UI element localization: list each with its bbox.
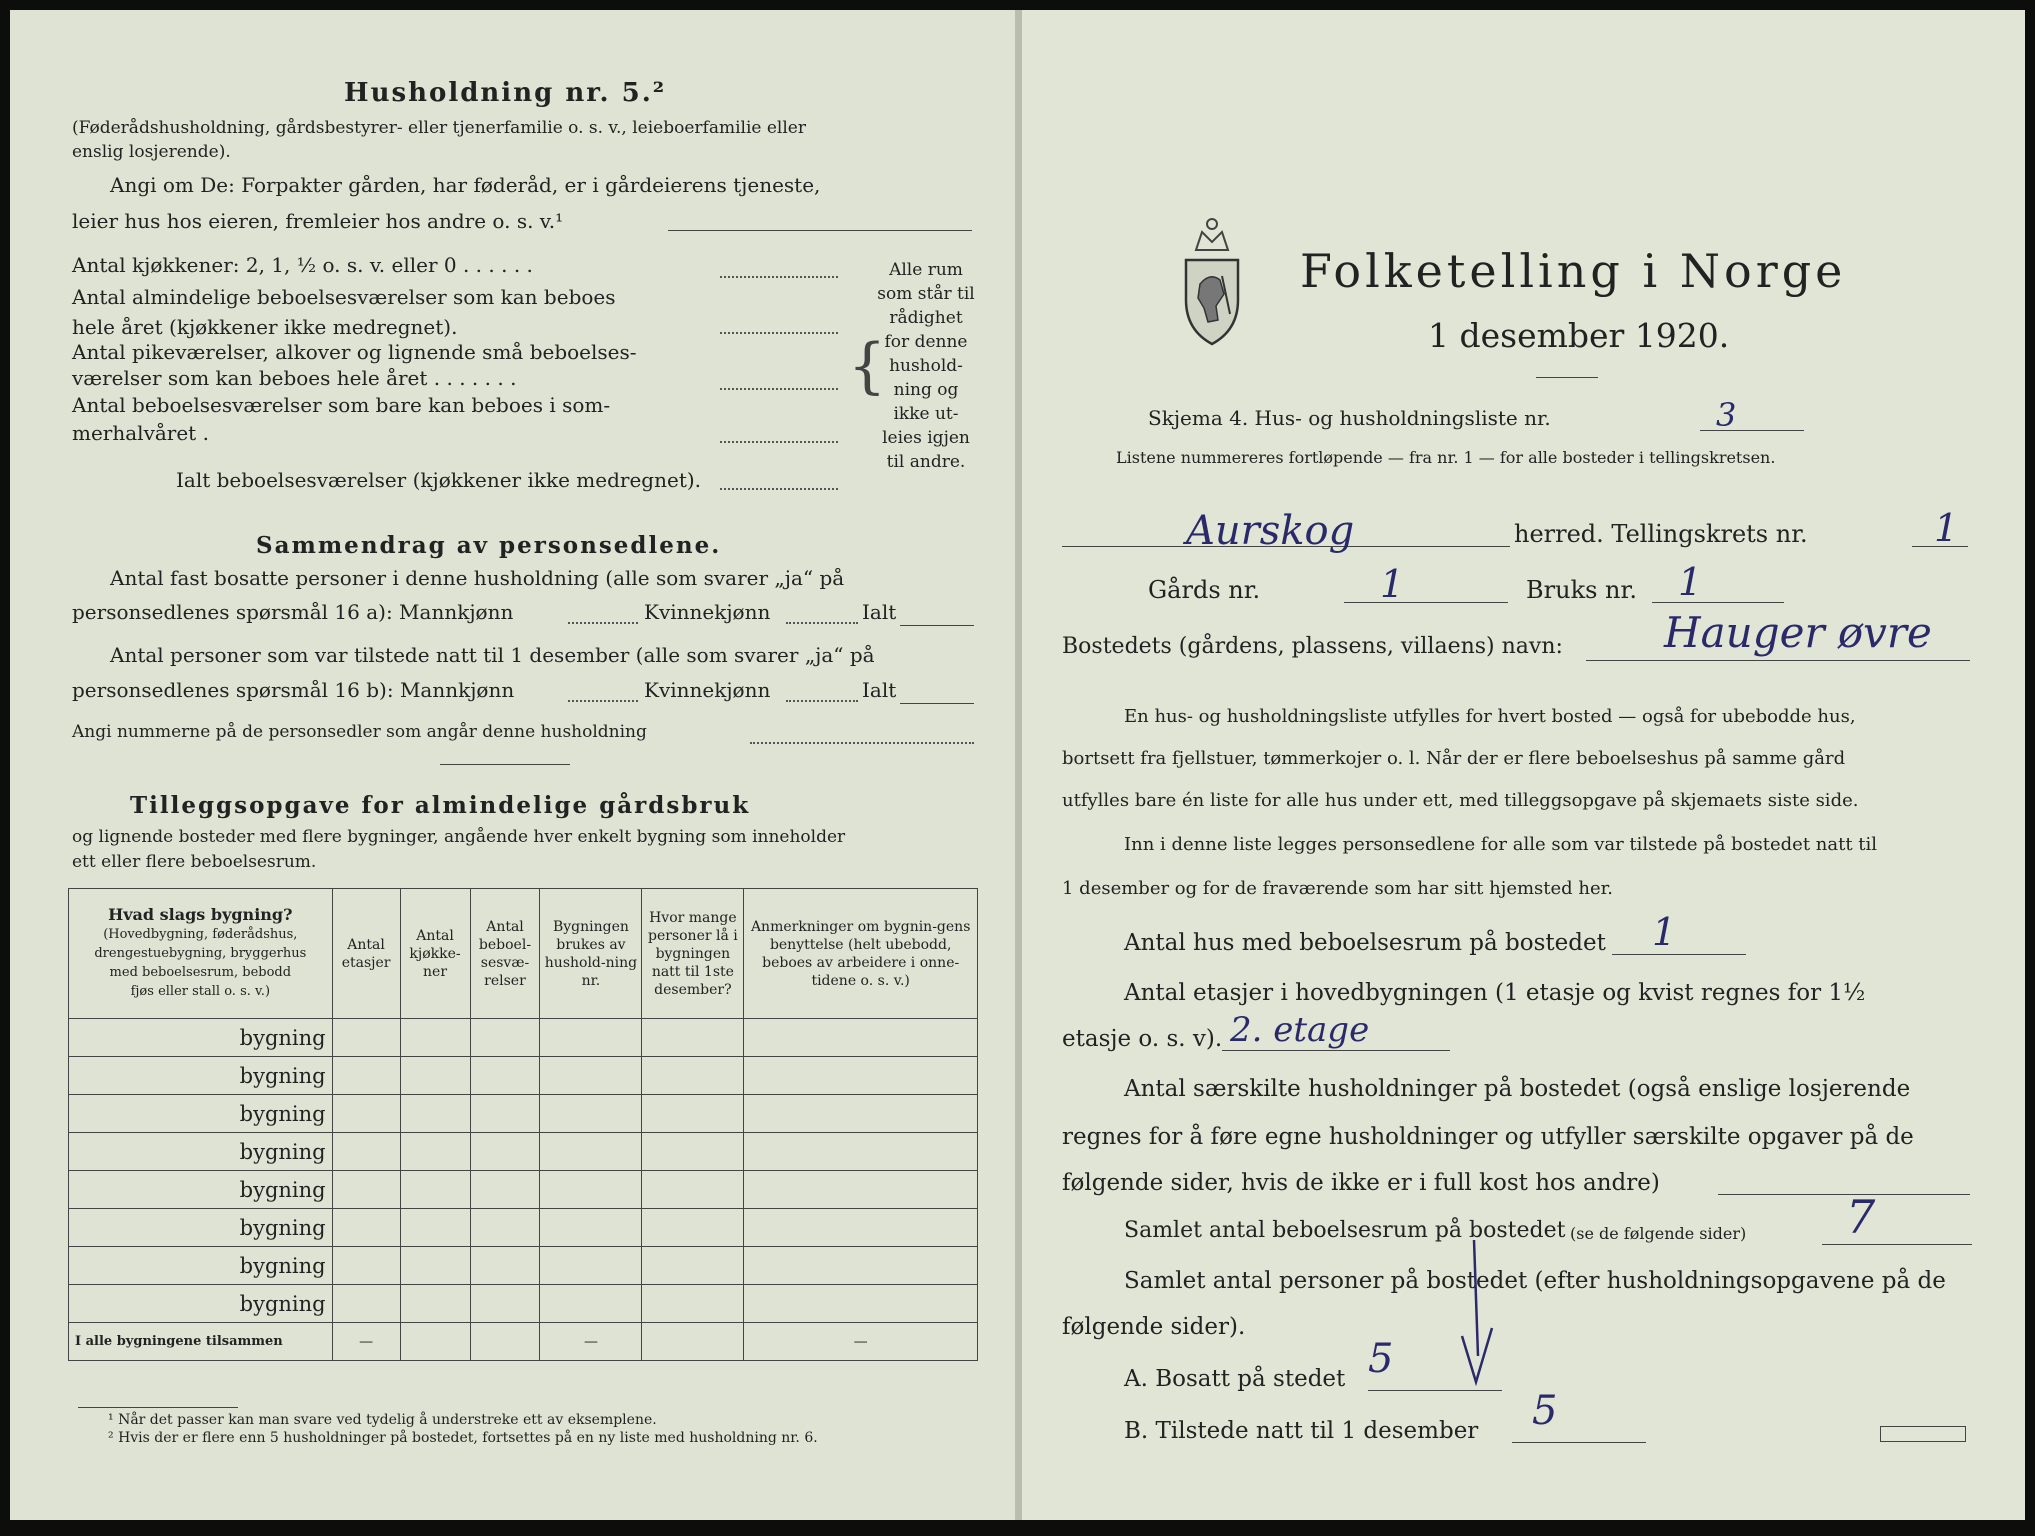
table-row (69, 1247, 978, 1285)
fast-mann[interactable] (568, 622, 638, 624)
tellingskrets-value[interactable]: 1 (1934, 506, 1959, 550)
etasjer-answer-line (1222, 1050, 1450, 1051)
para2-line-2: 1 desember og for de fraværende som har sitt hjemsted her. (1062, 878, 1613, 899)
building-label[interactable]: bygning (69, 1247, 333, 1285)
rooms-line-2: Antal almindelige beboelsesværelser som kan beboes (72, 285, 616, 309)
tilstede-ialt-label: Ialt (862, 678, 897, 702)
building-label[interactable]: bygning (69, 1133, 333, 1171)
nummerne: Angi nummerne på de personsedler som angår denne husholdning (72, 722, 647, 742)
table-row (69, 1209, 978, 1247)
table-cell[interactable] (540, 1095, 642, 1133)
ialt-rooms: Ialt beboelsesværelser (kjøkkener ikke medregnet). (176, 468, 702, 492)
para2-line-1: Inn i denne liste legges personsedlene for alle som var tilstede på bostedet natt til (1124, 834, 1878, 855)
table-cell[interactable] (470, 1019, 540, 1057)
brace-note: Alle rum som står til rådighet for denne hushold- ning og ikke ut- leies igjen til andre. (877, 260, 975, 472)
bosatt-value[interactable]: 5 (1368, 1336, 1394, 1382)
intro-line-1: (Føderådshusholdning, gårdsbestyrer- eller tjenerfamilie o. s. v., leieboerfamilie eller (72, 118, 806, 138)
table-row (69, 1133, 978, 1171)
bosted-label: Bostedets (gårdens, plassens, villaens) navn: (1062, 634, 1563, 659)
bruks-line (1652, 602, 1784, 603)
summer-rooms-answer[interactable] (720, 441, 838, 443)
table-row (69, 1095, 978, 1133)
table-cell[interactable] (744, 1057, 978, 1095)
col-etasjer: Antal etasjer (332, 889, 400, 1019)
angi-answer-line[interactable] (668, 230, 972, 231)
sammendrag-line-1: Antal fast bosatte personer i denne husholdning (alle som svarer „ja“ på (110, 566, 845, 590)
gards-label: Gårds nr. (1148, 576, 1261, 604)
table-cell[interactable] (400, 1057, 470, 1095)
para1-line-1: En hus- og husholdningsliste utfylles for hvert bosted — også for ubebodde hus, (1124, 706, 1856, 727)
building-label[interactable]: bygning (69, 1209, 333, 1247)
table-cell[interactable] (642, 1019, 744, 1057)
sarskilte-line-1: Antal særskilte husholdninger på bostedet (også enslige losjerende (1124, 1076, 1911, 1102)
building-label[interactable]: bygning (69, 1171, 333, 1209)
rooms-line-4: Antal pikeværelser, alkover og lignende små beboelses- (72, 340, 637, 364)
kitchens-answer[interactable] (720, 276, 838, 278)
etasjer-line-1: Antal etasjer i hovedbygningen (1 etasje og kvist regnes for 1½ (1124, 980, 1866, 1006)
household-title: Husholdning nr. 5.² (344, 78, 667, 108)
table-cell[interactable] (540, 1247, 642, 1285)
table-cell[interactable] (470, 1247, 540, 1285)
tilstede-kvinne[interactable] (786, 700, 858, 702)
printer-stamp (1880, 1426, 1966, 1442)
total-row (69, 1323, 978, 1361)
samlet-rum-note: (se de følgende sider) (1570, 1224, 1747, 1243)
title-divider (1536, 377, 1598, 378)
samlet-pers-line-1: Samlet antal personer på bostedet (efter husholdningsopgavene på de (1124, 1268, 1946, 1294)
antal-hus-line (1612, 954, 1746, 955)
total-personer[interactable] (642, 1323, 744, 1361)
table-cell[interactable] (400, 1209, 470, 1247)
table-cell[interactable] (744, 1171, 978, 1209)
sarskilte-line-2: regnes for å føre egne husholdninger og utfyller særskilte opgaver på de (1062, 1124, 1914, 1150)
sarskilte-answer-line[interactable] (1718, 1194, 1970, 1195)
table-cell[interactable] (744, 1019, 978, 1057)
census-title: Folketelling i Norge (1300, 244, 1847, 298)
col-personer: Hvor mange personer lå i bygningen natt til 1ste desember? (642, 889, 744, 1019)
total-vaerelser[interactable] (470, 1323, 540, 1361)
samlet-pers-line-2: følgende sider). (1062, 1314, 1246, 1340)
table-cell[interactable] (540, 1057, 642, 1095)
rooms-line-5: værelser som kan beboes hele året . . . . . . . (72, 366, 517, 390)
table-cell[interactable] (332, 1095, 400, 1133)
angi-line-2: leier hus hos eieren, fremleier hos andre o. s. v.¹ (72, 209, 564, 233)
footnote-1: ¹ Når det passer kan man svare ved tydelig å understreke ett av eksemplene. (108, 1412, 657, 1428)
table-cell[interactable] (642, 1095, 744, 1133)
col-kjokkener: Antal kjøkke-ner (400, 889, 470, 1019)
table-cell[interactable] (642, 1285, 744, 1323)
sammendrag-title: Sammendrag av personsedlene. (256, 532, 722, 559)
footnote-rule (78, 1407, 238, 1408)
table-cell[interactable] (642, 1057, 744, 1095)
etasjer-line-2: etasje o. s. v). (1062, 1026, 1223, 1052)
bosatt-line (1368, 1390, 1502, 1391)
table-cell[interactable] (744, 1247, 978, 1285)
building-label[interactable]: bygning (69, 1095, 333, 1133)
table-cell[interactable] (540, 1209, 642, 1247)
tillegg-line-2: ett eller flere beboelsesrum. (72, 852, 317, 872)
rooms-line-1: Antal kjøkkener: 2, 1, ½ o. s. v. eller 0 . . . . . . (72, 253, 533, 277)
tilstede-label: B. Tilstede natt til 1 desember (1124, 1418, 1479, 1444)
table-row (69, 1171, 978, 1209)
sammendrag-line-3: Antal personer som var tilstede natt til 1 desember (alle som svarer „ja“ på (110, 643, 875, 667)
table-cell[interactable] (332, 1285, 400, 1323)
para1-line-2: bortsett fra fjellstuer, tømmerkojer o. l. Når der er flere beboelseshus på samme gård (1062, 748, 1846, 769)
total-husholdning[interactable]: — (540, 1323, 642, 1361)
tilstede-mann[interactable] (568, 700, 638, 702)
table-cell[interactable] (400, 1247, 470, 1285)
table-cell[interactable] (540, 1285, 642, 1323)
table-cell[interactable] (332, 1209, 400, 1247)
table-cell[interactable] (470, 1095, 540, 1133)
table-cell[interactable] (642, 1171, 744, 1209)
samlet-rum-line (1822, 1244, 1972, 1245)
table-cell[interactable] (400, 1285, 470, 1323)
table-cell[interactable] (332, 1133, 400, 1171)
tilstede-line (1512, 1442, 1646, 1443)
table-cell[interactable] (470, 1057, 540, 1095)
col-building-type: Hvad slags bygning? (Hovedbygning, føderådshus, drengestuebygning, bryggerhus med beboelsesrum, bebodd fjøs eller stall o. s. v.) (69, 889, 333, 1019)
antal-hus-value[interactable]: 1 (1652, 910, 1677, 954)
table-cell[interactable] (470, 1171, 540, 1209)
tillegg-line-1: og lignende bosteder med flere bygninger, angående hver enkelt bygning som inneholder (72, 827, 846, 847)
para1-line-3: utfylles bare én liste for alle hus under ett, med tilleggsopgave på skjemaets siste side. (1062, 790, 1859, 811)
rooms-line-6: Antal beboelsesværelser som bare kan beboes i som- (72, 393, 611, 417)
bruks-label: Bruks nr. (1526, 576, 1637, 604)
tillegg-title: Tilleggsopgave for almindelige gårdsbruk (130, 792, 751, 819)
table-cell[interactable] (540, 1133, 642, 1171)
table-cell[interactable] (642, 1247, 744, 1285)
table-cell[interactable] (400, 1171, 470, 1209)
table-cell[interactable] (744, 1133, 978, 1171)
table-cell[interactable] (332, 1019, 400, 1057)
bosted-value[interactable]: Hauger øvre (1664, 608, 1932, 657)
listene-note: Listene nummereres fortløpende — fra nr. 1 — for alle bosteder i tellingskretsen. (1116, 448, 1776, 467)
nummerne-answer[interactable] (750, 742, 974, 744)
rooms-line-7: merhalvåret . (72, 421, 209, 445)
table-cell[interactable] (332, 1171, 400, 1209)
table-cell[interactable] (744, 1285, 978, 1323)
bruks-value[interactable]: 1 (1678, 560, 1703, 604)
samlet-rum-value[interactable]: 7 (1846, 1190, 1876, 1244)
rooms-line-3: hele året (kjøkkener ikke medregnet). (72, 315, 458, 339)
table-cell[interactable] (470, 1285, 540, 1323)
gards-line (1344, 602, 1508, 603)
fast-ialt-label: Ialt (862, 600, 897, 624)
herred-label: herred. Tellingskrets nr. (1514, 520, 1808, 548)
skjema-nr[interactable]: 3 (1716, 396, 1737, 434)
fast-kvinne-label: Kvinnekjønn (644, 600, 771, 624)
total-etasjer[interactable]: — (332, 1323, 400, 1361)
table-cell[interactable] (400, 1133, 470, 1171)
total-label: I alle bygningene tilsammen (69, 1323, 333, 1361)
table-cell[interactable] (540, 1171, 642, 1209)
sammendrag-line-4: personsedlenes spørsmål 16 b): Mannkjønn (72, 678, 515, 702)
tilstede-kvinne-label: Kvinnekjønn (644, 678, 771, 702)
table-cell[interactable] (642, 1133, 744, 1171)
building-label[interactable]: bygning (69, 1019, 333, 1057)
tally-check-mark (1456, 1236, 1496, 1386)
angi-line-1: Angi om De: Forpakter gården, har føderåd, er i gårdeierens tjeneste, (110, 173, 821, 197)
total-rooms-answer[interactable] (720, 488, 838, 490)
building-table (68, 888, 978, 1361)
bosatt-label: A. Bosatt på stedet (1124, 1366, 1346, 1392)
skjema: Skjema 4. Hus- og husholdningsliste nr. (1148, 406, 1551, 430)
col-husholdning: Bygningen brukes av hushold-ning nr. (540, 889, 642, 1019)
table-cell[interactable] (642, 1209, 744, 1247)
book-spine (1015, 10, 1022, 1520)
table-cell[interactable] (744, 1095, 978, 1133)
building-label[interactable]: bygning (69, 1285, 333, 1323)
table-cell[interactable] (332, 1057, 400, 1095)
gards-value[interactable]: 1 (1380, 562, 1405, 606)
table-row (69, 1057, 978, 1095)
sarskilte-line-3: følgende sider, hvis de ikke er i full kost hos andre) (1062, 1170, 1660, 1196)
building-label[interactable]: bygning (69, 1057, 333, 1095)
small-rooms-answer[interactable] (720, 388, 838, 390)
brace: { (848, 331, 887, 401)
table-cell[interactable] (470, 1133, 540, 1171)
table-cell[interactable] (540, 1019, 642, 1057)
table-cell[interactable] (744, 1209, 978, 1247)
sammendrag-line-2: personsedlenes spørsmål 16 a): Mannkjønn (72, 600, 514, 624)
samlet-rum-label: Samlet antal beboelsesrum på bostedet (1124, 1218, 1566, 1243)
col-anmerkninger: Anmerkninger om bygnin-gens benyttelse (helt ubebodd, beboes av arbeidere i onne-tidene o. s. v.) (744, 889, 978, 1019)
table-cell[interactable] (470, 1209, 540, 1247)
col-vaerelser: Antal beboel-sesvæ-relser (470, 889, 540, 1019)
bosted-line (1586, 660, 1970, 661)
norway-coat-of-arms-icon (1176, 210, 1248, 350)
tilstede-value[interactable]: 5 (1532, 1388, 1558, 1434)
table-cell[interactable] (400, 1019, 470, 1057)
table-cell[interactable] (332, 1247, 400, 1285)
table-cell[interactable] (400, 1095, 470, 1133)
etasjer-value[interactable]: 2. etage (1230, 1010, 1370, 1050)
footnote-2: ² Hvis der er flere enn 5 husholdninger på bostedet, fortsettes på en ny liste med husholdning nr. 6. (108, 1430, 818, 1446)
census-date: 1 desember 1920. (1428, 316, 1730, 355)
herred-value[interactable]: Aurskog (1186, 508, 1355, 554)
fast-ialt[interactable] (900, 625, 974, 626)
total-kjokkener[interactable] (400, 1323, 470, 1361)
table-row (69, 1285, 978, 1323)
antal-hus-label: Antal hus med beboelsesrum på bostedet (1124, 930, 1606, 956)
section-divider (440, 764, 570, 765)
rooms-answer[interactable] (720, 332, 838, 334)
tilstede-ialt[interactable] (900, 703, 974, 704)
fast-kvinne[interactable] (786, 622, 858, 624)
table-row (69, 1019, 978, 1057)
intro-line-2: enslig losjerende). (72, 142, 231, 162)
total-anmerkninger[interactable]: — (744, 1323, 978, 1361)
